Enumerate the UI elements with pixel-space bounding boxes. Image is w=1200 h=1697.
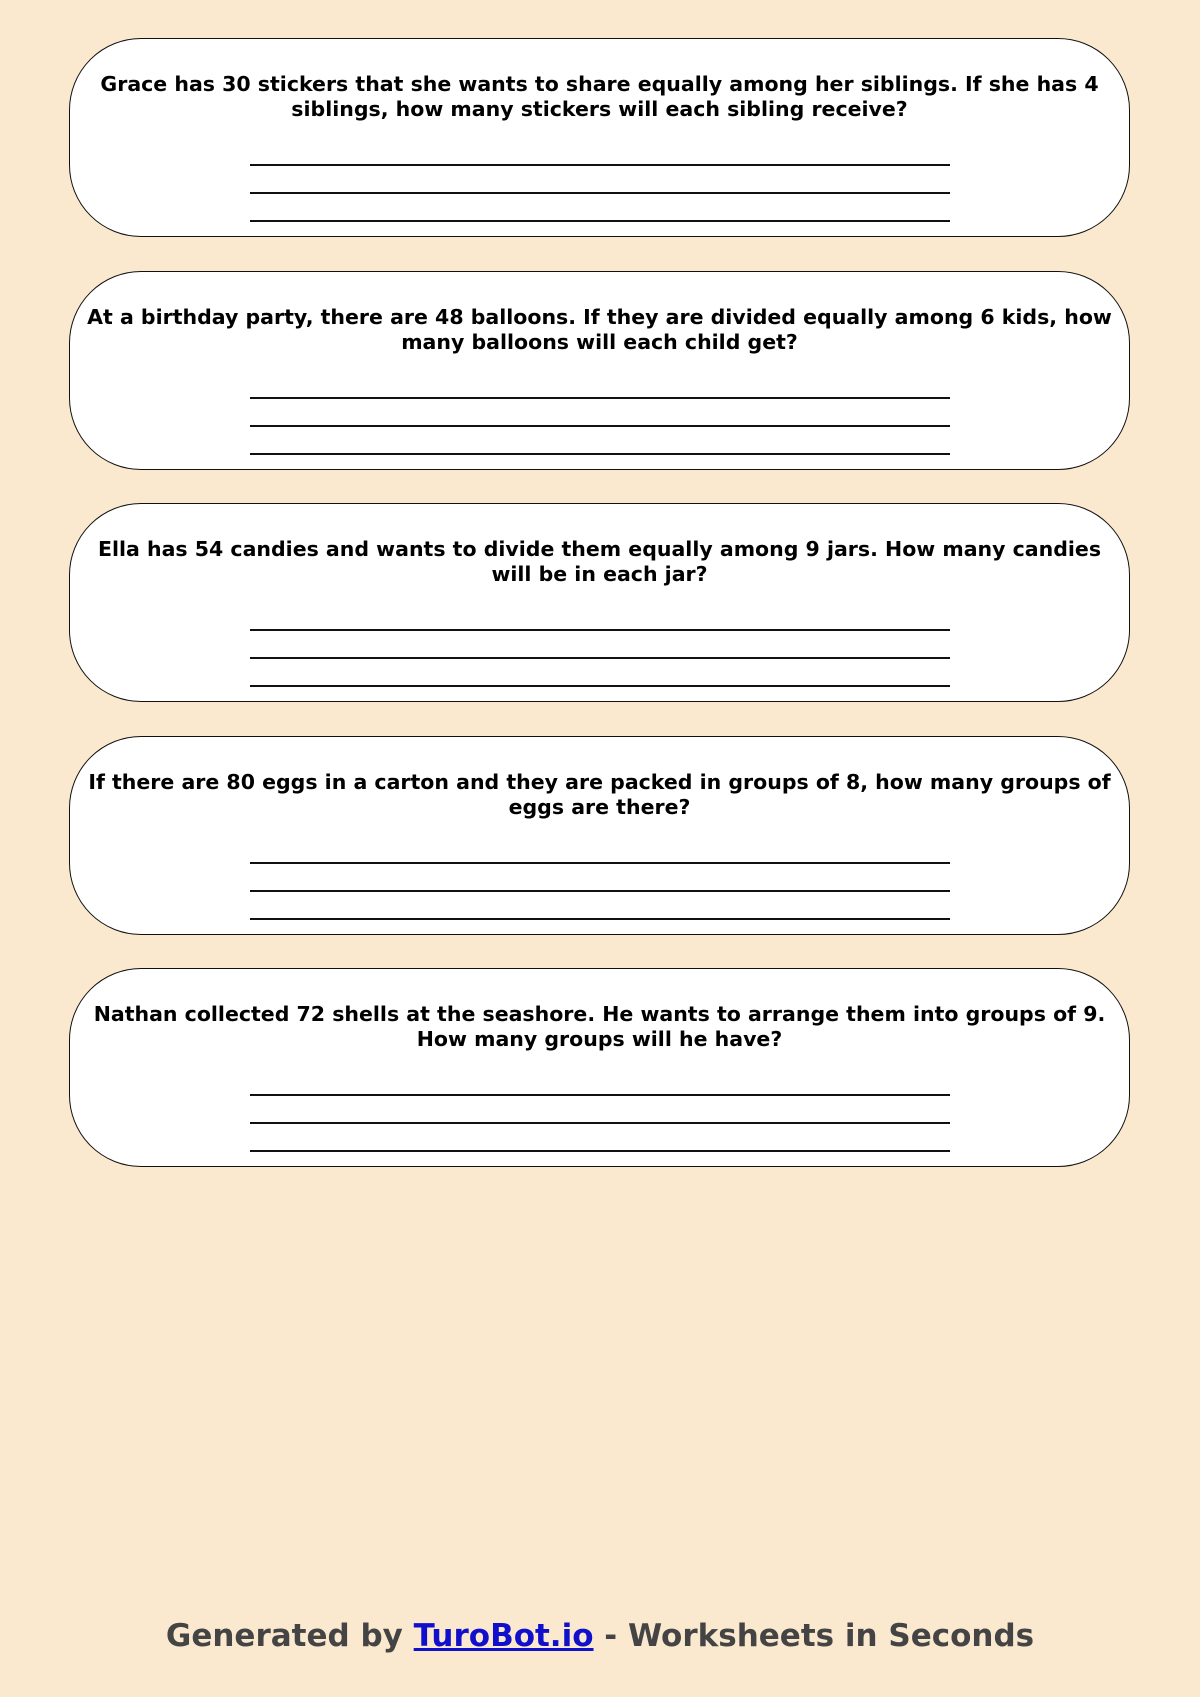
question-text: Grace has 30 stickers that she wants to share equally among her siblings. If she has 4 siblings, how many stickers will each sibling receive? (100, 72, 1099, 121)
answer-line (250, 890, 950, 892)
footer-suffix: - Worksheets in Seconds (593, 1618, 1035, 1654)
answer-line (250, 1122, 950, 1124)
question-card-1 (69, 38, 1130, 237)
answer-line (250, 1094, 950, 1096)
turobot-link[interactable]: TuroBot.io (413, 1618, 594, 1654)
footer-credit (0, 1618, 1200, 1654)
answer-line (250, 425, 950, 427)
question-card-3 (69, 503, 1130, 702)
footer-prefix: Generated by (165, 1618, 414, 1654)
answer-line (250, 1150, 950, 1152)
answer-line (250, 192, 950, 194)
question-card-4 (69, 736, 1130, 935)
answer-line (250, 397, 950, 399)
answer-line (250, 657, 950, 659)
answer-line (250, 862, 950, 864)
question-text: At a birthday party, there are 48 balloons. If they are divided equally among 6 kids, how many balloons will each child get? (87, 305, 1112, 354)
question-card-5 (69, 968, 1130, 1167)
answer-line (250, 918, 950, 920)
answer-line (250, 164, 950, 166)
question-text: If there are 80 eggs in a carton and they are packed in groups of 8, how many groups of eggs are there? (88, 770, 1111, 819)
answer-line (250, 220, 950, 222)
answer-line (250, 453, 950, 455)
answer-line (250, 685, 950, 687)
answer-line (250, 629, 950, 631)
question-text: Ella has 54 candies and wants to divide them equally among 9 jars. How many candies will be in each jar? (97, 537, 1102, 586)
question-card-2 (69, 271, 1130, 470)
question-text: Nathan collected 72 shells at the seashore. He wants to arrange them into groups of 9. How many groups will he have? (93, 1002, 1106, 1051)
